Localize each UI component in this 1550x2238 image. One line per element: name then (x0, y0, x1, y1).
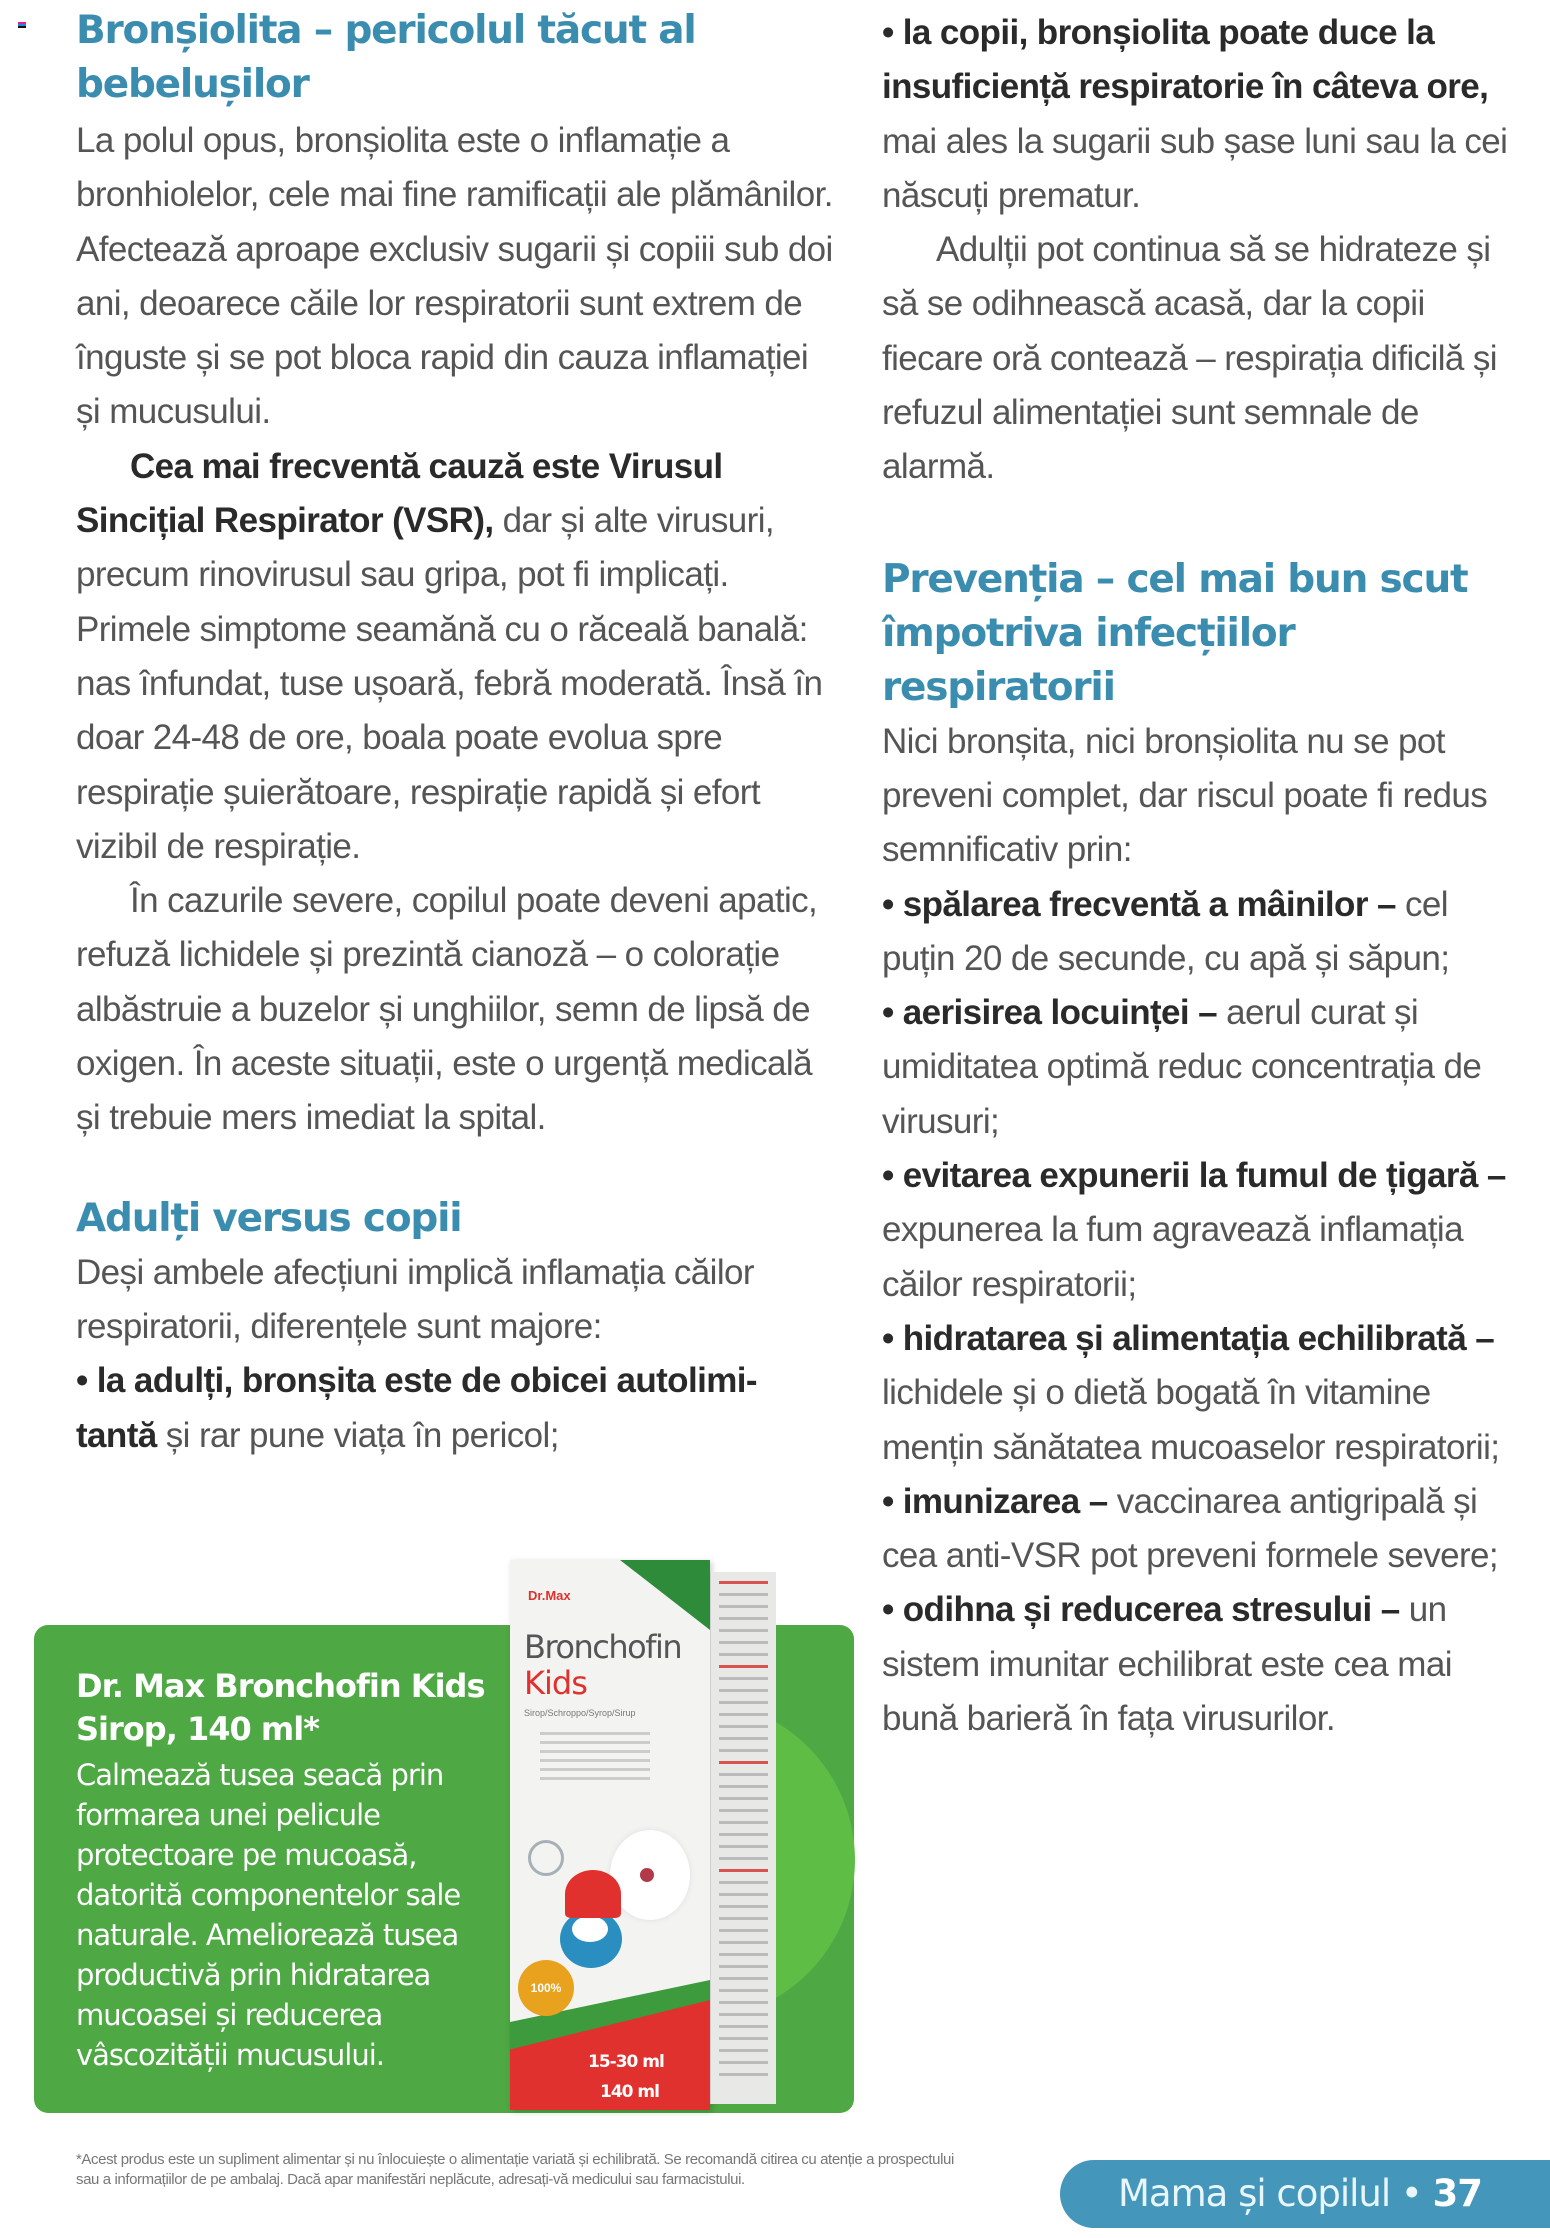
paragraph-vsr-cause (76, 440, 836, 874)
package-corner-accent (620, 1560, 710, 1630)
prevention-item-title: • spălarea frecventă a mâinilor – (882, 884, 1396, 924)
product-description: Calmează tusea seacă prin formarea unei pelicule protectoare pe mucoasă, datorită componentelor sale naturale. Ameliorează tusea productivă prin hidratarea mucoasei și reducerea vâscozității mucusului. (76, 1758, 461, 2072)
prevention-item-text: expunerea la fum agravează inflamația căilor respiratorii; (882, 1210, 1463, 1304)
drmax-logo: Dr.Max (528, 1588, 571, 1603)
paragraph-severe-cases: În cazurile severe, copilul poate deveni apatic, refuză lichidele și prezintă cianoză – o colorație albăstruie a buzelor și unghiilor, semn de lipsă de oxigen. În aceste situații, este o urgență medicală și trebuie mers imediat la spital. (76, 881, 818, 1138)
package-dose: 15-30 ml (588, 2052, 664, 2072)
prevention-item-title: • evitarea expunerii la fumul de țigară – (882, 1156, 1506, 1196)
prevention-item-title: • hidratarea și alimentația echilibrată – (882, 1318, 1495, 1358)
right-column (882, 0, 1522, 1746)
bullet-adults (76, 1354, 836, 1463)
bullet-children-text: mai ales la sugarii sub șase luni sau la cei născuți prematur. (882, 121, 1508, 215)
bullet-adults-text: și rar pune viața în pericol; (156, 1415, 559, 1455)
flower-illustration-icon (610, 1830, 690, 1920)
prevention-item (882, 986, 1522, 1149)
vsr-cause-text: dar și alte virusuri, precum rinovirusul sau gripa, pot fi implicați. Primele simptome seamănă cu o răceală banală: nas înfundat, tuse ușoară, febră moderată. Însă în doar 24-48 de ore, boala poate evolua spre respirație șuierătoare, respirație rapidă și efort vizibil de respirație. (76, 501, 823, 866)
prevention-list (882, 878, 1522, 1747)
prevention-item (882, 1475, 1522, 1584)
package-side (710, 1572, 776, 2104)
print-registration-mark (18, 22, 26, 30)
natural-badge: 100% (518, 1960, 574, 2016)
prevention-item-title: • aerisirea locuinței – (882, 993, 1218, 1033)
prevention-item (882, 1312, 1522, 1475)
bullet-adults-bold: • la adulți, bronșita este de obicei autolimi-tantă (76, 1361, 757, 1455)
prevention-item (882, 1149, 1522, 1312)
prevention-item-text: vaccinarea antigripală și cea anti-VSR pot preveni formele severe; (882, 1481, 1499, 1576)
package-front (510, 1560, 710, 2110)
paragraph-adults-home-care: Adulții pot continua să se hidrateze și să se odihnească acasă, dar la copii fiecare oră contează – respirația dificilă și refuzul alimentației sunt semnale de alarmă. (882, 230, 1497, 487)
package-volume: 140 ml (600, 2082, 659, 2102)
product-ad-copy (76, 1665, 496, 2075)
penguin-hat-icon (565, 1870, 621, 1918)
prevention-item-title: • imunizarea – (882, 1481, 1108, 1521)
magazine-name: Mama și copilul (1118, 2172, 1391, 2215)
heading-preventia: Prevenția – cel mai bun scut împotriva infecțiilor respiratorii (882, 556, 1468, 710)
package-product-name: Bronchofin (524, 1628, 682, 1666)
paragraph-bronsiolita-definition: La polul opus, bronșiolita este o inflamație a bronhiolelor, cele mai fine ramificații ale plămânilor. Afectează aproape exclusiv sugarii și copiii sub doi ani, deoarece căile lor respiratorii sunt extrem de înguste și se pot bloca rapid din cauza inflamației și mucusului. (76, 121, 833, 432)
package-product-variant: Kids (524, 1664, 587, 1702)
bullet-children (882, 6, 1522, 223)
prevention-item-text: un sistem imunitar echilibrat este cea mai bună barieră în fața virusurilor. (882, 1590, 1452, 1739)
paragraph-differences: Deși ambele afecțiuni implică inflamația căilor respiratorii, diferențele sunt majore: (76, 1252, 754, 1346)
package-form-text: Sirop/Schroppo/Syrop/Sirup (524, 1708, 636, 1718)
footer-separator: • (1390, 2172, 1433, 2215)
penguin-face-icon (572, 1916, 608, 1942)
prevention-item-text: lichidele și o dietă bogată în vitamine mențin sănătatea mucoaselor respiratorii; (882, 1373, 1500, 1467)
product-title: Dr. Max Bronchofin Kids Sirop, 140 ml* (76, 1667, 485, 1748)
supplement-disclaimer: *Acest produs este un supliment alimentar și nu înlocuiește o alimentație variată și echilibrată. Se recomandă citirea cu atenție a prospectului sau a informațiilor de pe ambalaj. Dacă apar manifestări neplăcute, adresați-vă medicului sau farmacistului. (76, 2151, 954, 2188)
quality-seal-icon (528, 1840, 564, 1876)
package-fine-print (540, 1732, 650, 1786)
bullet-children-bold: • la copii, bronșiolita poate duce la insuficiență respiratorie în câteva ore, (882, 13, 1489, 107)
prevention-item-text: cel puțin 20 de secunde, cu apă și săpun; (882, 884, 1450, 978)
prevention-item-title: • odihna și reducerea stresului – (882, 1590, 1400, 1630)
left-column (76, 0, 836, 1463)
heading-adulti-vs-copii: Adulți versus copii (76, 1195, 462, 1241)
prevention-item-text: aerul curat și umiditatea optimă reduc concentrația de virusuri; (882, 993, 1482, 1141)
page-number: 37 (1432, 2172, 1483, 2215)
product-package-image (510, 1560, 775, 2110)
prevention-item (882, 878, 1522, 987)
page-footer-badge (1060, 2160, 1550, 2228)
paragraph-prevention-intro: Nici bronșita, nici bronșiolita nu se pot preveni complet, dar riscul poate fi redus semnificativ prin: (882, 721, 1488, 870)
heading-bronsiolita: Bronșiolita – pericolul tăcut al bebelușilor (76, 8, 696, 107)
vsr-cause-bold: Cea mai frecventă cauză este Virusul Sincițial Respirator (VSR), (76, 446, 723, 541)
prevention-item (882, 1583, 1522, 1746)
